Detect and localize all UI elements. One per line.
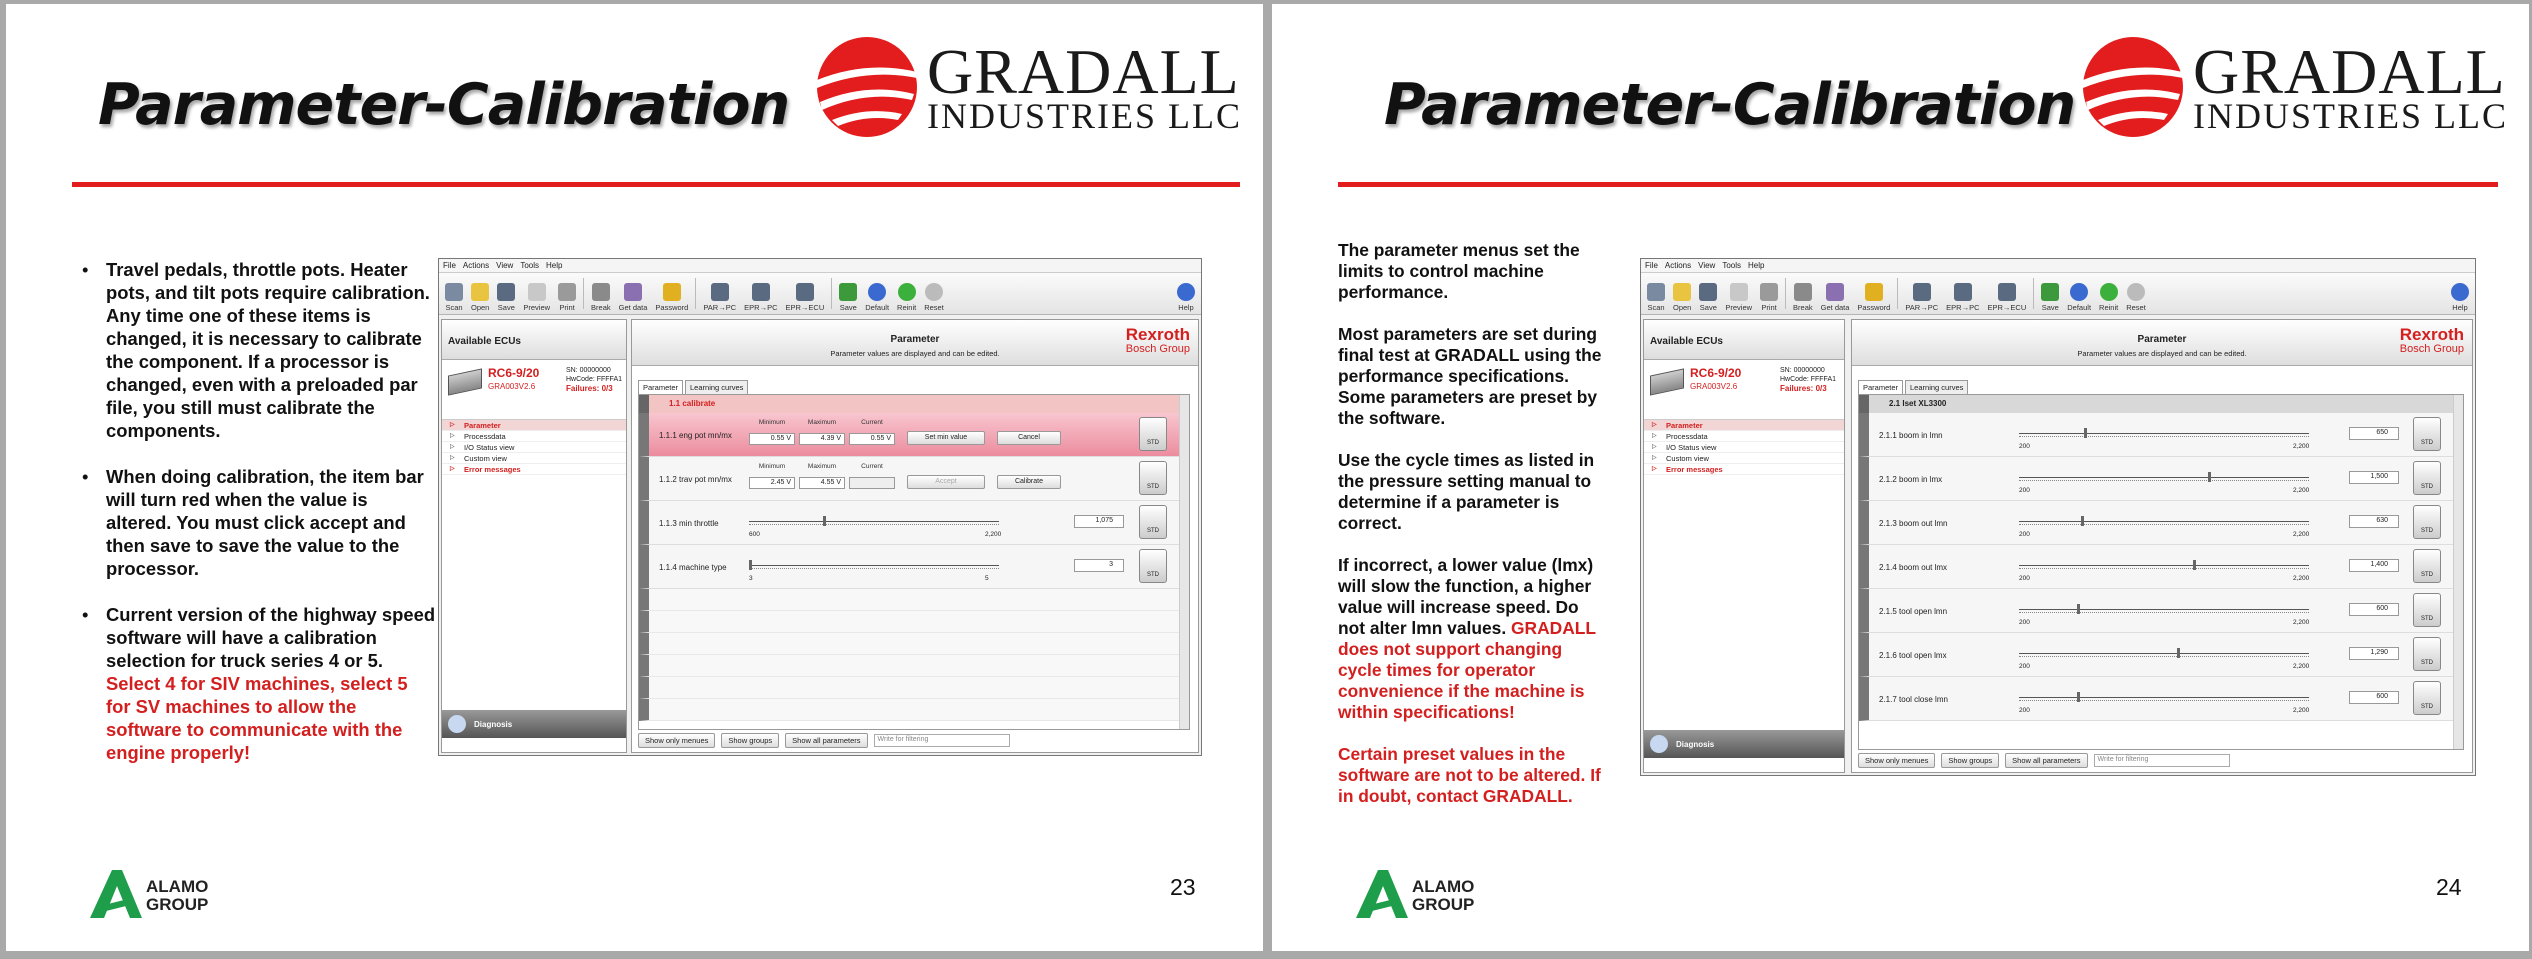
slider-min: 200 [2019, 575, 2030, 582]
alamo-group-logo: ALAMO GROUP [88, 868, 228, 920]
std-button[interactable]: STD [1139, 417, 1167, 451]
toolbar-label: Print [1761, 303, 1777, 312]
grid-scrollbar[interactable] [2453, 395, 2463, 749]
tab-parameter[interactable]: Parameter [638, 380, 683, 394]
toolbar-reinitbutton[interactable] [2095, 275, 2122, 312]
toolbar-get-databutton[interactable] [615, 275, 652, 312]
empty-row [639, 677, 1189, 699]
toolbar-separator [695, 278, 696, 309]
lock-icon [1865, 283, 1883, 301]
paragraph: Certain preset values in the software are not to be altered. If in doubt, contact GRADALL. [1338, 744, 1601, 806]
epr-to-pc-icon [1954, 283, 1972, 301]
scan-icon [1647, 283, 1665, 301]
parameter-row[interactable] [1859, 545, 2463, 589]
toolbar-label: Reinit [2099, 303, 2119, 312]
parameter-panel [631, 319, 1199, 753]
parameter-row[interactable] [639, 413, 1189, 457]
slider-min: 200 [2019, 707, 2030, 714]
nav-item-processdata[interactable]: ▷ Processdata [1644, 431, 1844, 442]
slider-min: 200 [2019, 619, 2030, 626]
group-header: 1.1 calibrate [639, 395, 1189, 413]
value-spinner[interactable]: 650 [2349, 427, 2399, 440]
tab-strip [638, 380, 748, 394]
toolbar-previewbutton[interactable] [519, 275, 554, 312]
toolbar-separator [831, 278, 832, 309]
par-to-pc-icon [1913, 283, 1931, 301]
slider-track[interactable] [2019, 433, 2309, 437]
std-button[interactable]: STD [2413, 505, 2441, 539]
slider-max: 2,200 [2293, 575, 2310, 582]
toolbar [439, 273, 1201, 315]
available-ecus-panel [441, 319, 627, 753]
logo-line1: GRADALL [2193, 36, 2506, 107]
gradall-swoosh-logo [2078, 32, 2188, 142]
slide-title: Parameter-Calibration [1384, 72, 2076, 138]
nav-item-parameter[interactable]: ▷ Parameter [1644, 420, 1844, 431]
value-box [849, 477, 895, 489]
tab-learning-curves[interactable]: Learning curves [1905, 380, 1968, 394]
parameter-row[interactable] [1859, 501, 2463, 545]
toolbar-label: Help [1178, 303, 1194, 312]
toolbar-label: Break [591, 303, 611, 312]
slider-track[interactable] [2019, 653, 2309, 657]
epr-to-pc-icon [752, 283, 770, 301]
slider-max: 2,200 [2293, 531, 2310, 538]
toolbar-savebutton[interactable] [835, 275, 861, 312]
std-button[interactable]: STD [1139, 549, 1167, 583]
slider-track[interactable] [749, 521, 999, 525]
value-box: 4.55 V [799, 477, 845, 489]
slider-handle[interactable] [2208, 472, 2211, 482]
parameter-row[interactable] [1859, 589, 2463, 633]
nav-item-error-messages[interactable]: ▷ Error messages [1644, 464, 1844, 475]
epr-to-ecu-icon [796, 283, 814, 301]
slider-handle[interactable] [749, 560, 752, 570]
show-groups-button[interactable]: Show groups [1941, 753, 1999, 768]
open-folder-icon [471, 283, 489, 301]
slider-max: 2,200 [2293, 619, 2310, 626]
toolbar-label: PAR→PC [1905, 303, 1939, 312]
toolbar-resetbutton[interactable] [920, 275, 948, 312]
toolbar [1641, 273, 2475, 315]
toolbar-label: Password [655, 303, 689, 312]
toolbar-helpbutton[interactable] [2447, 275, 2473, 312]
toolbar-label: EPR→ECU [785, 303, 825, 312]
rexroth-logo: Rexroth Bosch Group [2399, 325, 2464, 355]
slider-min: 3 [749, 575, 753, 582]
diagnosis-bar[interactable]: Diagnosis [1644, 730, 1844, 758]
value-spinner[interactable]: 1,075 [1074, 515, 1124, 528]
bullet-item: • Travel pedals, throttle pots. Heater pots, and tilt pots require calibration. Any time one of these items is changed, it is necessary to calibrate the component. If a processor is changed, even with a preloaded par file, you still must calibrate the components. [106, 258, 436, 442]
slide-24 [1272, 4, 2529, 951]
body-text [1338, 240, 1610, 828]
grid-scrollbar[interactable] [1179, 395, 1189, 729]
slider-handle[interactable] [2193, 560, 2196, 570]
toolbar-reinitbutton[interactable] [893, 275, 920, 312]
value-box: 2.45 V [749, 477, 795, 489]
ecu-nav [442, 420, 626, 475]
bullet-list [106, 258, 436, 787]
toolbar-resetbutton[interactable] [2122, 275, 2150, 312]
panel-header: Available ECUs [442, 320, 626, 360]
filter-input[interactable]: Write for filtering [2094, 754, 2230, 767]
slider-min: 200 [2019, 663, 2030, 670]
show-all-parameters-button[interactable]: Show all parameters [785, 733, 867, 748]
slider-max: 2,200 [2293, 487, 2310, 494]
help-icon [2451, 283, 2469, 301]
toolbar-label: Save [1699, 303, 1717, 312]
panel-header: Available ECUs [1644, 320, 1844, 360]
save-icon [839, 283, 857, 301]
title-divider [1338, 182, 2498, 187]
toolbar-breakbutton[interactable] [1789, 275, 1817, 312]
logo-line1: GRADALL [927, 36, 1240, 107]
slider-max: 2,200 [2293, 443, 2310, 450]
parameter-row[interactable] [1859, 633, 2463, 677]
toolbar-label: Get data [1820, 303, 1850, 312]
nav-item-parameter[interactable]: ▷ Parameter [442, 420, 626, 431]
slider-max: 2,200 [2293, 663, 2310, 670]
toolbar-label: Print [559, 303, 575, 312]
title-divider [72, 182, 1240, 187]
row-button-accept[interactable]: Accept [907, 475, 985, 489]
row-button-set-min-value[interactable]: Set min value [907, 431, 985, 445]
get-data-icon [1826, 283, 1844, 301]
toolbar-label: Break [1793, 303, 1813, 312]
bottom-bar [638, 733, 1010, 748]
paragraph: The parameter menus set the limits to control machine performance. [1338, 240, 1580, 302]
slider-handle[interactable] [2081, 516, 2084, 526]
parameter-label: 2.1.4 boom out lmx [1879, 563, 1948, 572]
toolbar-epr-ecubutton[interactable] [782, 275, 829, 312]
value-spinner[interactable]: 1,500 [2349, 471, 2399, 484]
toolbar-scanbutton[interactable] [441, 275, 467, 312]
print-icon [1760, 283, 1778, 301]
value-spinner[interactable]: 600 [2349, 603, 2399, 616]
parameter-row[interactable] [639, 545, 1189, 589]
toolbar-separator [1785, 278, 1786, 309]
par-to-pc-icon [711, 283, 729, 301]
page-number: 24 [2436, 874, 2462, 900]
toolbar-defaultbutton[interactable] [861, 275, 893, 312]
controller-icon [1650, 368, 1684, 395]
toolbar-printbutton[interactable] [1756, 275, 1782, 312]
toolbar-separator [2033, 278, 2034, 309]
toolbar-label: Password [1857, 303, 1891, 312]
value-spinner[interactable]: 600 [2349, 691, 2399, 704]
toolbar-passwordbutton[interactable] [1853, 275, 1894, 312]
slider-track[interactable] [2019, 521, 2309, 525]
toolbar-label: EPR→PC [744, 303, 778, 312]
parameter-header: Parameter Parameter values are displayed and can be edited. Rexroth Bosch Group [632, 320, 1198, 366]
std-button[interactable]: STD [1139, 461, 1167, 495]
save-icon [2041, 283, 2059, 301]
menu-file[interactable]: File [443, 261, 456, 270]
slider-max: 5 [985, 575, 989, 582]
controller-icon [448, 368, 482, 395]
toolbar-par-pcbutton[interactable] [699, 275, 740, 312]
parameter-label: 1.1.1 eng pot mn/mx [659, 431, 732, 440]
std-button[interactable]: STD [2413, 549, 2441, 583]
toolbar-get-databutton[interactable] [1817, 275, 1854, 312]
gradall-logo [812, 32, 1242, 142]
gradall-logo [2078, 32, 2508, 142]
default-icon [868, 283, 886, 301]
toolbar-passwordbutton[interactable] [651, 275, 692, 312]
toolbar-label: Reset [924, 303, 944, 312]
value-spinner[interactable]: 1,290 [2349, 647, 2399, 660]
std-button[interactable]: STD [2413, 593, 2441, 627]
toolbar-label: EPR→PC [1946, 303, 1980, 312]
empty-row [639, 633, 1189, 655]
toolbar-scanbutton[interactable] [1643, 275, 1669, 312]
nav-item-i-o-status-view[interactable]: ▷ I/O Status view [1644, 442, 1844, 453]
bullet-item: • Current version of the highway speed software will have a calibration selection for truck series 4 or 5. Select 4 for SIV machines, select 5 for SV machines to allow the software to communicate with the engine properly! [106, 603, 436, 764]
parameter-row[interactable] [1859, 457, 2463, 501]
toolbar-label: Preview [1725, 303, 1753, 312]
toolbar-label: Save [839, 303, 857, 312]
break-icon [1794, 283, 1812, 301]
slider-handle[interactable] [2084, 428, 2087, 438]
print-icon [558, 283, 576, 301]
lock-icon [663, 283, 681, 301]
ecu-entry[interactable]: RC6-9/20 GRA003V2.6 SN: 00000000 HwCode: FFFFA1 Failures: 0/3 [1644, 360, 1844, 420]
menu-view[interactable]: View [496, 261, 514, 270]
parameter-label: 1.1.3 min throttle [659, 519, 719, 528]
toolbar-label: Open [1673, 303, 1692, 312]
parameter-label: 2.1.6 tool open lmx [1879, 651, 1947, 660]
save-disk-icon [497, 283, 515, 301]
tab-parameter[interactable]: Parameter [1858, 380, 1903, 394]
menu-help[interactable]: Help [1748, 261, 1765, 270]
value-caption: Current [861, 463, 883, 470]
slide-title: Parameter-Calibration [98, 72, 790, 138]
toolbar-epr-pcbutton[interactable] [1942, 275, 1983, 312]
nav-item-error-messages[interactable]: ▷ Error messages [442, 464, 626, 475]
parameter-panel [1851, 319, 2473, 773]
bodas-software-screenshot [1640, 258, 2476, 776]
toolbar-previewbutton[interactable] [1721, 275, 1756, 312]
value-spinner[interactable]: 1,400 [2349, 559, 2399, 572]
save-disk-icon [1699, 283, 1717, 301]
value-box: 4.39 V [799, 433, 845, 445]
empty-row [639, 611, 1189, 633]
toolbar-savebutton[interactable] [1695, 275, 1721, 312]
toolbar-openbutton[interactable] [1669, 275, 1695, 312]
toolbar-label: Open [471, 303, 490, 312]
parameter-grid [638, 394, 1190, 730]
available-ecus-panel [1643, 319, 1845, 773]
parameter-label: 2.1.7 tool close lmn [1879, 695, 1948, 704]
alamo-a-logo [1354, 868, 1410, 920]
toolbar-printbutton[interactable] [554, 275, 580, 312]
slider-track[interactable] [2019, 697, 2309, 701]
open-folder-icon [1673, 283, 1691, 301]
alamo-group-logo: ALAMO GROUP [1354, 868, 1494, 920]
show-all-parameters-button[interactable]: Show all parameters [2005, 753, 2087, 768]
reinit-icon [2100, 283, 2118, 301]
parameter-label: 2.1.3 boom out lmn [1879, 519, 1948, 528]
std-button[interactable]: STD [1139, 505, 1167, 539]
value-caption: Maximum [807, 419, 837, 426]
page-number: 23 [1170, 874, 1196, 900]
gradall-swoosh-logo [812, 32, 922, 142]
parameter-label: 2.1.1 boom in lmn [1879, 431, 1943, 440]
row-button-calibrate[interactable]: Calibrate [997, 475, 1061, 489]
menu-bar [1641, 259, 2475, 273]
nav-item-custom-view[interactable]: ▷ Custom view [1644, 453, 1844, 464]
toolbar-label: Save [2041, 303, 2059, 312]
parameter-label: 2.1.2 boom in lmx [1879, 475, 1943, 484]
logo-line2: INDUSTRIES LLC [927, 96, 1242, 136]
toolbar-label: Reinit [897, 303, 917, 312]
tab-learning-curves[interactable]: Learning curves [685, 380, 748, 394]
parameter-header: Parameter Parameter values are displayed and can be edited. Rexroth Bosch Group [1852, 320, 2472, 366]
help-icon [1177, 283, 1195, 301]
bottom-bar [1858, 753, 2230, 768]
slider-max: 2,200 [985, 531, 1002, 538]
slider-min: 200 [2019, 487, 2030, 494]
slider-min: 200 [2019, 531, 2030, 538]
slide-23 [6, 4, 1263, 951]
parameter-row[interactable] [639, 457, 1189, 501]
toolbar-par-pcbutton[interactable] [1901, 275, 1942, 312]
row-button-cancel[interactable]: Cancel [997, 431, 1061, 445]
menu-view[interactable]: View [1698, 261, 1716, 270]
menu-actions[interactable]: Actions [462, 261, 490, 270]
scan-icon [445, 283, 463, 301]
reset-icon [2127, 283, 2145, 301]
nav-item-i-o-status-view[interactable]: ▷ I/O Status view [442, 442, 626, 453]
rexroth-logo: Rexroth Bosch Group [1125, 325, 1190, 355]
bullet-item: • When doing calibration, the item bar will turn red when the value is altered. You must click accept and then save to save the value to the processor. [106, 465, 436, 580]
toolbar-savebutton[interactable] [2037, 275, 2063, 312]
preview-icon [1730, 283, 1748, 301]
value-spinner[interactable]: 630 [2349, 515, 2399, 528]
filter-input[interactable]: Write for filtering [874, 734, 1010, 747]
toolbar-label: Help [2452, 303, 2468, 312]
value-caption: Maximum [807, 463, 837, 470]
paragraph: Most parameters are set during final test at GRADALL using the performance specifications. Some parameters are preset by the software. [1338, 324, 1602, 428]
show-only-menues-button[interactable]: Show only menues [1858, 753, 1935, 768]
value-caption: Current [861, 419, 883, 426]
parameter-row[interactable] [1859, 677, 2463, 721]
toolbar-label: PAR→PC [703, 303, 737, 312]
slider-handle[interactable] [2177, 648, 2180, 658]
menu-file[interactable]: File [1645, 261, 1658, 270]
toolbar-label: EPR→ECU [1987, 303, 2027, 312]
empty-row [639, 699, 1189, 721]
alamo-a-logo [88, 868, 144, 920]
slider-max: 2,200 [2293, 707, 2310, 714]
value-spinner[interactable]: 3 [1074, 559, 1124, 572]
preview-icon [528, 283, 546, 301]
parameter-label: 1.1.2 trav pot mn/mx [659, 475, 732, 484]
slider-handle[interactable] [2077, 692, 2080, 702]
paragraph: Use the cycle times as listed in the pressure setting manual to determine if a parameter is correct. [1338, 450, 1595, 533]
parameter-row[interactable] [639, 501, 1189, 545]
toolbar-label: Save [497, 303, 515, 312]
show-only-menues-button[interactable]: Show only menues [638, 733, 715, 748]
toolbar-savebutton[interactable] [493, 275, 519, 312]
nav-item-custom-view[interactable]: ▷ Custom view [442, 453, 626, 464]
tab-strip [1858, 380, 1968, 394]
toolbar-label: Preview [523, 303, 551, 312]
menu-help[interactable]: Help [546, 261, 563, 270]
menu-tools[interactable]: Tools [1722, 261, 1742, 270]
std-button[interactable]: STD [2413, 417, 2441, 451]
reinit-icon [898, 283, 916, 301]
logo-line2: INDUSTRIES LLC [2193, 96, 2508, 136]
toolbar-breakbutton[interactable] [587, 275, 615, 312]
toolbar-label: Default [2067, 303, 2092, 312]
show-groups-button[interactable]: Show groups [721, 733, 779, 748]
ecu-nav [1644, 420, 1844, 475]
menu-actions[interactable]: Actions [1664, 261, 1692, 270]
paragraph: If incorrect, a lower value (lmx) will slow the function, a higher value will increase speed. Do not alter lmn values. GRADALL does not support changing cycle times for operator convenience if the machine is within specifications! [1338, 555, 1596, 722]
slider-min: 600 [749, 531, 760, 538]
value-caption: Minimum [758, 463, 786, 470]
toolbar-epr-ecubutton[interactable] [1984, 275, 2031, 312]
bodas-software-screenshot [438, 258, 1202, 756]
empty-row [639, 589, 1189, 611]
get-data-icon [624, 283, 642, 301]
slider-track[interactable] [2019, 609, 2309, 613]
epr-to-ecu-icon [1998, 283, 2016, 301]
menu-bar [439, 259, 1201, 273]
toolbar-label: Scan [1647, 303, 1665, 312]
slider-track[interactable] [749, 565, 999, 569]
value-box: 0.55 V [749, 433, 795, 445]
slider-track[interactable] [2019, 565, 2309, 569]
parameter-label: 1.1.4 machine type [659, 563, 727, 572]
value-caption: Minimum [758, 419, 786, 426]
parameter-grid [1858, 394, 2464, 750]
nav-item-processdata[interactable]: ▷ Processdata [442, 431, 626, 442]
toolbar-defaultbutton[interactable] [2063, 275, 2095, 312]
toolbar-label: Scan [445, 303, 463, 312]
diagnosis-bar[interactable]: Diagnosis [442, 710, 626, 738]
slider-handle[interactable] [823, 516, 826, 526]
parameter-row[interactable] [1859, 413, 2463, 457]
toolbar-label: Reset [2126, 303, 2146, 312]
slider-min: 200 [2019, 443, 2030, 450]
std-button[interactable]: STD [2413, 461, 2441, 495]
toolbar-helpbutton[interactable] [1173, 275, 1199, 312]
reset-icon [925, 283, 943, 301]
toolbar-openbutton[interactable] [467, 275, 493, 312]
toolbar-label: Get data [618, 303, 648, 312]
toolbar-separator [1897, 278, 1898, 309]
toolbar-epr-pcbutton[interactable] [740, 275, 781, 312]
std-button[interactable]: STD [2413, 637, 2441, 671]
ecu-entry[interactable]: RC6-9/20 GRA003V2.6 SN: 00000000 HwCode: FFFFA1 Failures: 0/3 [442, 360, 626, 420]
default-icon [2070, 283, 2088, 301]
break-icon [592, 283, 610, 301]
value-box: 0.55 V [849, 433, 895, 445]
menu-tools[interactable]: Tools [520, 261, 540, 270]
parameter-label: 2.1.5 tool open lmn [1879, 607, 1948, 616]
toolbar-label: Default [865, 303, 890, 312]
slider-track[interactable] [2019, 477, 2309, 481]
toolbar-separator [583, 278, 584, 309]
group-header: 2.1 Iset XL3300 [1859, 395, 2463, 413]
slider-handle[interactable] [2077, 604, 2080, 614]
empty-row [639, 655, 1189, 677]
std-button[interactable]: STD [2413, 681, 2441, 715]
